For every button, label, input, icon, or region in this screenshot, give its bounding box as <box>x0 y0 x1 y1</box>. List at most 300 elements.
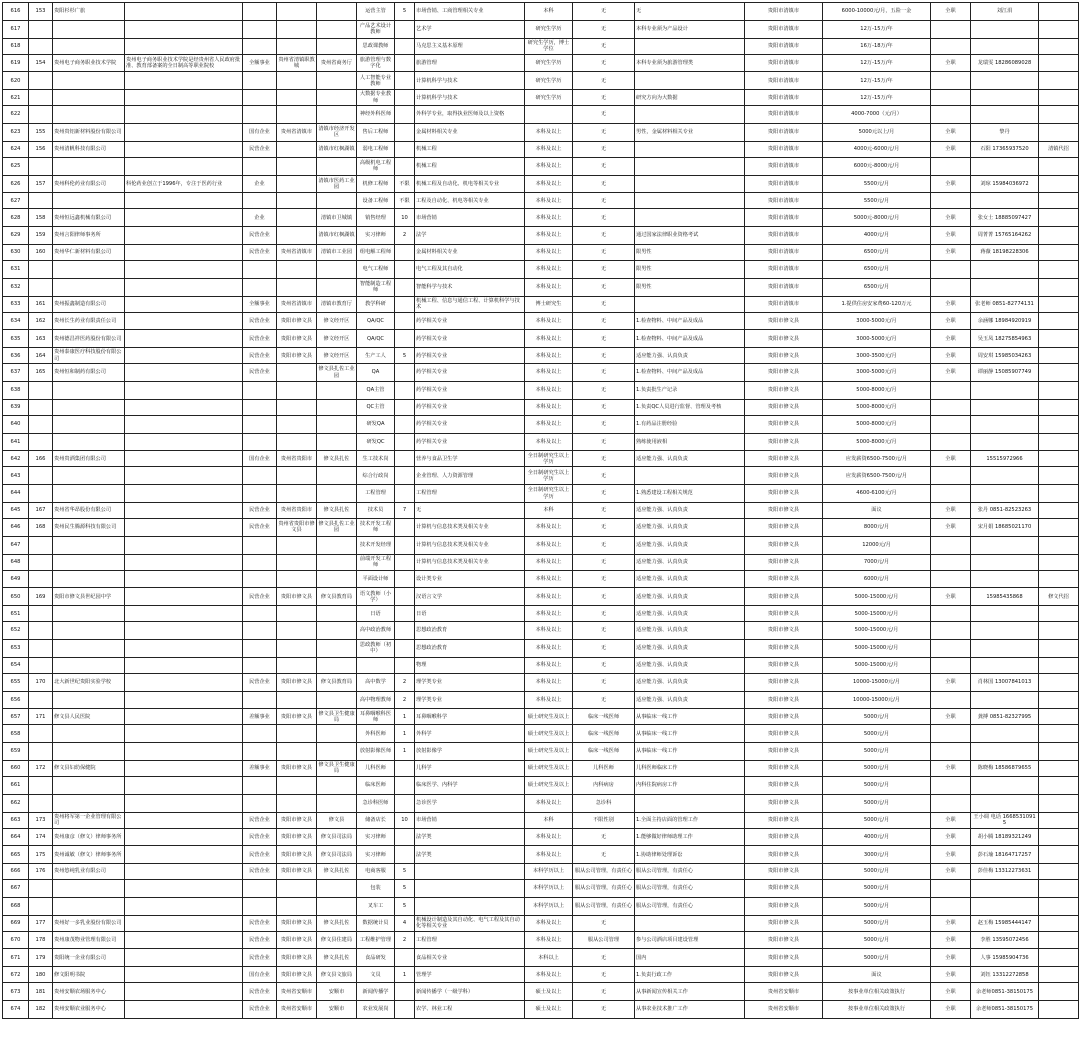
company-address-cell <box>277 38 317 54</box>
company-name-cell: 贵州华仁新材料有限公司 <box>53 244 125 260</box>
salary-cell: 应发薪资6500-7500元/月 <box>823 451 931 467</box>
headcount-cell <box>395 949 415 967</box>
company-address-cell <box>277 193 317 209</box>
supervising-unit-cell: 清镇市工业园 <box>317 244 357 260</box>
education-cell: 全日制研究生以上学历 <box>525 467 573 485</box>
company-number-cell <box>29 415 53 433</box>
contact-cell <box>971 606 1039 622</box>
table-row <box>3 915 1079 931</box>
work-location-cell: 贵阳市清镇市 <box>745 175 823 193</box>
table-row <box>3 554 1079 570</box>
job-description-cell: 从事临床一线工作 <box>635 709 745 725</box>
work-location-cell: 贵阳市清镇市 <box>745 193 823 209</box>
work-location-cell: 贵阳市修文县 <box>745 776 823 794</box>
company-name-cell <box>53 485 125 503</box>
job-type-cell <box>931 622 971 640</box>
contact-cell: 余老师0851-38150175 <box>971 983 1039 1001</box>
row-number-cell: 623 <box>3 123 29 141</box>
table-row <box>3 399 1079 415</box>
row-number-cell: 622 <box>3 106 29 124</box>
company-intro-cell <box>125 518 243 536</box>
row-number-cell: 658 <box>3 725 29 743</box>
contact-cell <box>971 897 1039 915</box>
supervising-unit-cell: 修文经开区 <box>317 312 357 330</box>
contact-cell <box>971 260 1039 278</box>
contact-cell: 龙瑞雯 18286089028 <box>971 54 1039 72</box>
position-name-cell: 食品研发 <box>357 949 395 967</box>
note-cell <box>1039 467 1079 485</box>
row-number-cell: 648 <box>3 554 29 570</box>
education-cell: 硕士研究生及以上 <box>525 743 573 761</box>
headcount-cell <box>395 433 415 451</box>
position-name-cell: 外科医师 <box>357 725 395 743</box>
job-type-cell: 全职 <box>931 828 971 846</box>
supervising-unit-cell <box>317 897 357 915</box>
supervising-unit-cell <box>317 639 357 657</box>
note-cell <box>1039 725 1079 743</box>
education-cell: 本科及以上 <box>525 227 573 245</box>
company-type-cell: 民营企业 <box>243 812 277 828</box>
company-address-cell: 贵阳市修文县 <box>277 915 317 931</box>
education-cell: 本科及以上 <box>525 415 573 433</box>
supervising-unit-cell <box>317 536 357 554</box>
position-name-cell: 运营主管 <box>357 3 395 21</box>
supervising-unit-cell <box>317 260 357 278</box>
table-row <box>3 828 1079 846</box>
supervising-unit-cell: 修文经开区 <box>317 330 357 348</box>
company-number-cell: 179 <box>29 949 53 967</box>
company-address-cell: 贵阳市修文县 <box>277 931 317 949</box>
major-requirement-cell: 计算机与信息技术类及相关专业 <box>415 554 525 570</box>
company-address-cell <box>277 433 317 451</box>
other-requirement-cell: 服从公司管理，有责任心 <box>573 897 635 915</box>
supervising-unit-cell: 清镇市卫城镇 <box>317 209 357 227</box>
company-number-cell: 166 <box>29 451 53 467</box>
job-description-cell: 适应能力强、认真负责 <box>635 348 745 364</box>
job-description-cell: 服从公司管理，有责任心 <box>635 880 745 898</box>
major-requirement-cell: 药学相关专业 <box>415 399 525 415</box>
other-requirement-cell: 服从公司管理，有责任心 <box>573 880 635 898</box>
salary-cell: 6000元/月 <box>823 570 931 588</box>
other-requirement-cell: 无 <box>573 72 635 90</box>
position-name-cell: 临床医师 <box>357 776 395 794</box>
job-description-cell: 适应能力强、认真负责 <box>635 639 745 657</box>
other-requirement-cell: 无 <box>573 157 635 175</box>
company-number-cell <box>29 554 53 570</box>
salary-cell: 5000元/月 <box>823 725 931 743</box>
major-requirement-cell: 机械工程 <box>415 141 525 157</box>
company-name-cell <box>53 381 125 399</box>
row-number-cell: 636 <box>3 348 29 364</box>
contact-cell: 人事 15985904736 <box>971 949 1039 967</box>
company-name-cell <box>53 90 125 106</box>
contact-cell <box>971 794 1039 812</box>
company-intro-cell <box>125 106 243 124</box>
table-row <box>3 123 1079 141</box>
company-name-cell: 贵州言阳律师事务所 <box>53 227 125 245</box>
contact-cell: 赵玉梅 15985444147 <box>971 915 1039 931</box>
contact-cell <box>971 880 1039 898</box>
row-number-cell: 647 <box>3 536 29 554</box>
row-number-cell: 628 <box>3 209 29 227</box>
job-type-cell: 全职 <box>931 915 971 931</box>
headcount-cell <box>395 381 415 399</box>
job-description-cell <box>635 296 745 312</box>
company-type-cell <box>243 415 277 433</box>
salary-cell: 5000元/月 <box>823 949 931 967</box>
contact-cell <box>971 467 1039 485</box>
salary-cell: 1.提供住房安家费60-120万元 <box>823 296 931 312</box>
table-row <box>3 72 1079 90</box>
job-description-cell: 适应能力强、认真负责 <box>635 536 745 554</box>
company-address-cell: 贵阳市修文县 <box>277 846 317 864</box>
education-cell: 本科及以上 <box>525 846 573 864</box>
major-requirement-cell: 汉语言文学 <box>415 588 525 606</box>
education-cell: 本科及以上 <box>525 536 573 554</box>
table-row <box>3 193 1079 209</box>
education-cell: 本科及以上 <box>525 364 573 382</box>
other-requirement-cell: 无 <box>573 967 635 983</box>
company-number-cell <box>29 20 53 38</box>
headcount-cell: 5 <box>395 880 415 898</box>
note-cell <box>1039 278 1079 296</box>
table-row <box>3 794 1079 812</box>
company-address-cell: 贵阳市修文县 <box>277 967 317 983</box>
company-address-cell <box>277 106 317 124</box>
job-description-cell: 从事农业技术推广工作 <box>635 1001 745 1019</box>
other-requirement-cell: 无 <box>573 536 635 554</box>
contact-cell <box>971 106 1039 124</box>
note-cell <box>1039 20 1079 38</box>
company-intro-cell <box>125 760 243 776</box>
position-name-cell: 人工智能专业教师 <box>357 72 395 90</box>
position-name-cell: 神经外科医师 <box>357 106 395 124</box>
company-number-cell <box>29 72 53 90</box>
note-cell <box>1039 54 1079 72</box>
company-intro-cell <box>125 20 243 38</box>
supervising-unit-cell: 修文县扎佐 <box>317 915 357 931</box>
company-number-cell: 172 <box>29 760 53 776</box>
major-requirement-cell: 物理 <box>415 657 525 673</box>
supervising-unit-cell <box>317 157 357 175</box>
company-number-cell <box>29 485 53 503</box>
company-address-cell <box>277 381 317 399</box>
job-description-cell <box>635 193 745 209</box>
job-type-cell <box>931 72 971 90</box>
job-description-cell: 1.熟悉建设工程相关规范 <box>635 485 745 503</box>
table-row <box>3 451 1079 467</box>
company-number-cell <box>29 38 53 54</box>
job-type-cell <box>931 691 971 709</box>
company-intro-cell <box>125 743 243 761</box>
contact-cell <box>971 725 1039 743</box>
company-number-cell <box>29 897 53 915</box>
row-number-cell: 664 <box>3 828 29 846</box>
table-row <box>3 897 1079 915</box>
company-number-cell <box>29 880 53 898</box>
company-address-cell <box>277 141 317 157</box>
company-name-cell <box>53 743 125 761</box>
note-cell <box>1039 193 1079 209</box>
company-name-cell <box>53 691 125 709</box>
supervising-unit-cell <box>317 433 357 451</box>
company-intro-cell: 科伦药业创立于1996年，专注于医药行业 <box>125 175 243 193</box>
note-cell <box>1039 348 1079 364</box>
company-name-cell <box>53 415 125 433</box>
note-cell <box>1039 364 1079 382</box>
job-type-cell: 全职 <box>931 3 971 21</box>
company-intro-cell <box>125 967 243 983</box>
company-name-cell <box>53 639 125 657</box>
company-address-cell: 贵州省贵阳市 <box>277 502 317 518</box>
table-row <box>3 467 1079 485</box>
note-cell <box>1039 1001 1079 1019</box>
major-requirement-cell: 计算机科学与技术 <box>415 72 525 90</box>
note-cell <box>1039 846 1079 864</box>
position-name-cell: 综合行政岗 <box>357 467 395 485</box>
company-type-cell: 民营企业 <box>243 915 277 931</box>
major-requirement-cell: 企业管理、人力资源管理 <box>415 467 525 485</box>
recruitment-table-page <box>0 2 1080 1042</box>
company-type-cell <box>243 554 277 570</box>
supervising-unit-cell <box>317 743 357 761</box>
other-requirement-cell: 无 <box>573 209 635 227</box>
note-cell <box>1039 915 1079 931</box>
company-intro-cell <box>125 570 243 588</box>
education-cell: 研究生学历 <box>525 72 573 90</box>
contact-cell: 张丹 0851-82523263 <box>971 502 1039 518</box>
company-address-cell: 贵州省清镇市 <box>277 296 317 312</box>
job-description-cell: 从事新闻宣传相关工作 <box>635 983 745 1001</box>
work-location-cell: 贵州省安顺市 <box>745 983 823 1001</box>
headcount-cell <box>395 776 415 794</box>
row-number-cell: 667 <box>3 880 29 898</box>
note-cell <box>1039 90 1079 106</box>
job-description-cell <box>635 794 745 812</box>
company-intro-cell <box>125 312 243 330</box>
row-number-cell: 643 <box>3 467 29 485</box>
work-location-cell: 贵阳市修文县 <box>745 864 823 880</box>
company-type-cell <box>243 880 277 898</box>
salary-cell: 6500元/月 <box>823 278 931 296</box>
salary-cell: 10000-15000元/月 <box>823 673 931 691</box>
salary-cell: 5500元/月 <box>823 175 931 193</box>
work-location-cell: 贵阳市修文县 <box>745 312 823 330</box>
contact-cell: 刘琼 15984036972 <box>971 175 1039 193</box>
company-intro-cell <box>125 983 243 1001</box>
salary-cell: 5000元/月 <box>823 897 931 915</box>
headcount-cell <box>395 278 415 296</box>
company-name-cell <box>53 278 125 296</box>
company-name-cell <box>53 467 125 485</box>
supervising-unit-cell <box>317 606 357 622</box>
company-type-cell: 民营企业 <box>243 364 277 382</box>
salary-cell: 5000元/月 <box>823 915 931 931</box>
supervising-unit-cell: 清镇市红枫湖镇 <box>317 141 357 157</box>
company-intro-cell <box>125 227 243 245</box>
headcount-cell <box>395 657 415 673</box>
job-description-cell: 1.检查物料、中间产品及成品 <box>635 330 745 348</box>
note-cell <box>1039 244 1079 260</box>
supervising-unit-cell: 修文县扎佐工业园 <box>317 364 357 382</box>
job-type-cell <box>931 554 971 570</box>
table-row <box>3 502 1079 518</box>
company-address-cell: 贵州省贵阳市修文县 <box>277 518 317 536</box>
other-requirement-cell: 无 <box>573 296 635 312</box>
row-number-cell: 620 <box>3 72 29 90</box>
major-requirement-cell: 电气工程及其自动化 <box>415 260 525 278</box>
major-requirement-cell: 机械设计制造及其自动化、电气工程及其自动化等相关专业 <box>415 915 525 931</box>
job-type-cell <box>931 485 971 503</box>
company-name-cell: 贵州民生腾源科技有限公司 <box>53 518 125 536</box>
row-number-cell: 627 <box>3 193 29 209</box>
company-number-cell: 176 <box>29 864 53 880</box>
company-number-cell <box>29 622 53 640</box>
row-number-cell: 666 <box>3 864 29 880</box>
job-description-cell: 适应能力强、认真负责 <box>635 657 745 673</box>
company-intro-cell <box>125 1001 243 1019</box>
company-type-cell: 民营企业 <box>243 312 277 330</box>
job-description-cell: 限男性 <box>635 260 745 278</box>
company-number-cell: 178 <box>29 931 53 949</box>
major-requirement-cell: 药学相关专业 <box>415 381 525 399</box>
education-cell: 本科及以上 <box>525 348 573 364</box>
salary-cell: 4000元/月 <box>823 828 931 846</box>
company-name-cell <box>53 776 125 794</box>
note-cell <box>1039 760 1079 776</box>
education-cell: 本科学历以上 <box>525 864 573 880</box>
company-type-cell <box>243 536 277 554</box>
contact-cell <box>971 193 1039 209</box>
position-name-cell: 组电解工程师 <box>357 244 395 260</box>
job-type-cell <box>931 467 971 485</box>
company-name-cell: 修文县人民医院 <box>53 709 125 725</box>
major-requirement-cell: 营养与食品卫生学 <box>415 451 525 467</box>
job-type-cell <box>931 897 971 915</box>
education-cell: 本科及以上 <box>525 673 573 691</box>
supervising-unit-cell <box>317 691 357 709</box>
job-type-cell: 全职 <box>931 864 971 880</box>
position-name-cell: 前端开发工程师 <box>357 554 395 570</box>
other-requirement-cell: 无 <box>573 330 635 348</box>
company-number-cell <box>29 691 53 709</box>
company-address-cell: 贵阳市修文县 <box>277 348 317 364</box>
other-requirement-cell: 无 <box>573 90 635 106</box>
salary-cell: 5000元/月 <box>823 760 931 776</box>
row-number-cell: 638 <box>3 381 29 399</box>
education-cell: 本科及以上 <box>525 433 573 451</box>
table-row <box>3 381 1079 399</box>
job-type-cell <box>931 880 971 898</box>
company-name-cell: 贵州恒和制药有限公司 <box>53 364 125 382</box>
company-number-cell: 171 <box>29 709 53 725</box>
position-name-cell: 高中政治教师 <box>357 622 395 640</box>
position-name-cell: 电商客服 <box>357 864 395 880</box>
company-intro-cell <box>125 123 243 141</box>
table-row <box>3 864 1079 880</box>
other-requirement-cell: 内科病房 <box>573 776 635 794</box>
company-intro-cell <box>125 931 243 949</box>
company-intro-cell <box>125 554 243 570</box>
table-row <box>3 691 1079 709</box>
supervising-unit-cell <box>317 193 357 209</box>
company-name-cell: 贵州电子商务职业技术学院 <box>53 54 125 72</box>
company-address-cell <box>277 606 317 622</box>
salary-cell: 5000元/月 <box>823 864 931 880</box>
job-type-cell: 全职 <box>931 673 971 691</box>
job-description-cell: 适应能力强、认真负责 <box>635 502 745 518</box>
note-cell <box>1039 296 1079 312</box>
company-intro-cell <box>125 90 243 106</box>
salary-cell: 5000元以上/月 <box>823 123 931 141</box>
job-type-cell: 全职 <box>931 812 971 828</box>
major-requirement-cell: 计算机科学与技术 <box>415 90 525 106</box>
company-intro-cell <box>125 72 243 90</box>
contact-cell <box>971 433 1039 451</box>
company-intro-cell <box>125 897 243 915</box>
company-type-cell: 民营企业 <box>243 931 277 949</box>
work-location-cell: 贵阳市修文县 <box>745 880 823 898</box>
note-cell <box>1039 38 1079 54</box>
job-description-cell <box>635 157 745 175</box>
job-type-cell: 全职 <box>931 502 971 518</box>
table-row <box>3 485 1079 503</box>
work-location-cell: 贵阳市清镇市 <box>745 123 823 141</box>
job-description-cell: 限男性 <box>635 278 745 296</box>
other-requirement-cell: 无 <box>573 38 635 54</box>
work-location-cell: 贵阳市修文县 <box>745 348 823 364</box>
table-row <box>3 433 1079 451</box>
company-type-cell <box>243 157 277 175</box>
row-number-cell: 633 <box>3 296 29 312</box>
supervising-unit-cell <box>317 776 357 794</box>
company-address-cell <box>277 260 317 278</box>
work-location-cell: 贵阳市清镇市 <box>745 90 823 106</box>
company-type-cell <box>243 657 277 673</box>
note-cell <box>1039 123 1079 141</box>
headcount-cell: 7 <box>395 502 415 518</box>
position-name-cell: 技术员 <box>357 502 395 518</box>
company-type-cell <box>243 794 277 812</box>
contact-cell <box>971 399 1039 415</box>
company-number-cell: 160 <box>29 244 53 260</box>
position-name-cell: 工程维护管理 <box>357 931 395 949</box>
major-requirement-cell: 设计类专业 <box>415 570 525 588</box>
job-description-cell: 适应能力强、认真负责 <box>635 691 745 709</box>
supervising-unit-cell <box>317 3 357 21</box>
work-location-cell: 贵阳市修文县 <box>745 536 823 554</box>
note-cell <box>1039 227 1079 245</box>
job-type-cell: 全职 <box>931 296 971 312</box>
company-number-cell <box>29 639 53 657</box>
work-location-cell: 贵阳市修文县 <box>745 794 823 812</box>
company-name-cell <box>53 260 125 278</box>
company-number-cell <box>29 794 53 812</box>
company-address-cell <box>277 278 317 296</box>
company-type-cell <box>243 743 277 761</box>
major-requirement-cell: 放射影像学 <box>415 743 525 761</box>
supervising-unit-cell: 修文县住建局 <box>317 931 357 949</box>
education-cell: 本科及以上 <box>525 554 573 570</box>
company-name-cell: 北大新世纪贵阳实验学校 <box>53 673 125 691</box>
job-description-cell <box>635 38 745 54</box>
position-name-cell: 生产工人 <box>357 348 395 364</box>
major-requirement-cell: 市场营销、工商管理相关专业 <box>415 3 525 21</box>
company-intro-cell <box>125 399 243 415</box>
job-description-cell: 参与公司酒店项目建设管理 <box>635 931 745 949</box>
company-number-cell <box>29 399 53 415</box>
other-requirement-cell: 无 <box>573 175 635 193</box>
